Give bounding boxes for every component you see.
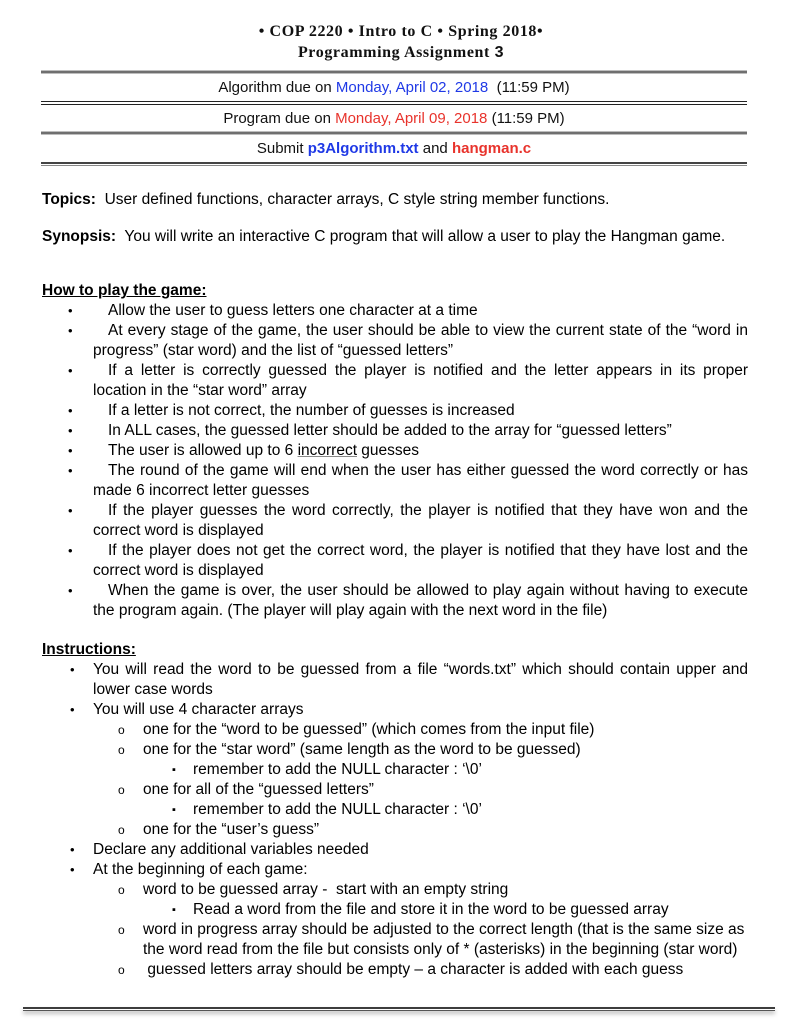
list-item-text: At the beginning of each game:: [93, 861, 308, 878]
circle-bullet-icon: o: [118, 923, 125, 937]
synopsis-label: Synopsis:: [42, 228, 117, 245]
submit-and: and: [418, 140, 452, 157]
list-item-text: The user is allowed up to 6 incorrect guesses: [108, 442, 420, 459]
topics-paragraph: [42, 190, 748, 210]
bullet-icon: •: [68, 303, 73, 318]
circle-bullet-icon: o: [118, 783, 125, 797]
circle-bullet-icon: o: [118, 823, 125, 837]
square-bullet-icon: ▪: [172, 764, 176, 776]
list-item: [0, 900, 748, 920]
topics-label: Topics:: [42, 191, 96, 208]
submit-row: [41, 140, 747, 157]
list-item-text: If a letter is correctly guessed the player is notified and the letter appears in its proper location in the “star word” array: [93, 362, 748, 399]
circle-bullet-icon: o: [118, 723, 125, 737]
list-item-text: In ALL cases, the guessed letter should be added to the array for “guessed letters”: [108, 422, 672, 439]
emphasized-word: incorrect: [297, 442, 357, 459]
list-item: [0, 880, 748, 900]
circle-bullet-icon: o: [118, 743, 125, 757]
list-item-text: Declare any additional variables needed: [93, 841, 369, 858]
list-item: [0, 321, 748, 361]
bullet-icon: •: [70, 842, 75, 857]
bullet-icon: •: [68, 503, 73, 518]
list-item: [0, 840, 748, 860]
bullet-icon: •: [70, 702, 75, 717]
bullet-icon: •: [68, 463, 73, 478]
list-item: [0, 461, 748, 501]
square-bullet-icon: ▪: [172, 904, 176, 916]
bullet-icon: •: [68, 403, 73, 418]
list-item-text: If a letter is not correct, the number of guesses is increased: [108, 402, 515, 419]
synopsis-text: You will write an interactive C program that will allow a user to play the Hangman game.: [116, 228, 726, 245]
bullet-icon: •: [68, 323, 73, 338]
list-item: [0, 700, 748, 720]
algorithm-filename: p3Algorithm.txt: [307, 140, 419, 157]
list-item: [0, 361, 748, 401]
bullet-icon: •: [68, 443, 73, 458]
bullet-icon: •: [68, 543, 73, 558]
program-filename: hangman.c: [451, 140, 532, 157]
list-item: [0, 501, 748, 541]
list-item: [0, 301, 748, 321]
list-item-text: When the game is over, the user should be allowed to play again without having to execute the program again. (The player will play again with the next word in the file): [93, 582, 748, 619]
list-item-text: one for the “user’s guess”: [143, 821, 320, 838]
program-due-label: Program due on: [223, 110, 336, 127]
list-item: [0, 860, 748, 880]
bullet-icon: •: [70, 862, 75, 877]
assignment-prefix: Programming Assignment: [297, 44, 495, 61]
square-bullet-icon: ▪: [172, 804, 176, 816]
synopsis-paragraph: [42, 227, 748, 247]
list-item-text: If the player guesses the word correctly, the player is notified that they have won and the correct word is displayed: [93, 502, 748, 539]
list-item-text: one for the “star word” (same length as the word to be guessed): [143, 741, 581, 758]
assignment-title: [0, 44, 802, 62]
list-item-text: If the player does not get the correct word, the player is notified that they have lost and the correct word is displayed: [93, 542, 748, 579]
list-item: [0, 740, 748, 760]
list-item: [0, 780, 748, 800]
topics-text: User defined functions, character arrays, C style string member functions.: [95, 191, 610, 208]
algorithm-due-label: Algorithm due on: [218, 79, 336, 96]
algorithm-due-date: Monday, April 02, 2018: [335, 79, 489, 96]
bullet-icon: •: [68, 363, 73, 378]
list-item: [0, 660, 753, 700]
bullet-icon: •: [70, 662, 75, 677]
assignment-number: 3: [494, 44, 505, 61]
program-due-time: (11:59 PM): [487, 110, 565, 127]
list-item: [0, 800, 748, 820]
circle-bullet-icon: o: [118, 883, 125, 897]
list-item-text: one for the “word to be guessed” (which comes from the input file): [143, 721, 595, 738]
algorithm-due-row: [41, 79, 747, 96]
list-item: [0, 920, 748, 960]
list-item-text: word to be guessed array - start with an empty string: [143, 881, 509, 898]
how-to-play-list: [0, 301, 802, 621]
bullet-icon: •: [68, 583, 73, 598]
list-item: [0, 541, 748, 581]
list-item: [0, 820, 748, 840]
circle-bullet-icon: o: [118, 963, 125, 977]
course-title: • COP 2220 • Intro to C • Spring 2018•: [258, 23, 544, 40]
list-item-text: guessed letters array should be empty – a character is added with each guess: [143, 961, 684, 978]
list-item: [0, 421, 748, 441]
submit-label: Submit: [256, 140, 308, 157]
list-item: [0, 581, 748, 621]
list-item: [0, 760, 748, 780]
list-item-text: At every stage of the game, the user should be able to view the current state of the “word in progress” (star word) and the list of “guessed letters”: [93, 322, 748, 359]
list-item-text: one for all of the “guessed letters”: [143, 781, 374, 798]
list-item-text: Allow the user to guess letters one character at a time: [108, 302, 478, 319]
divider: [41, 70, 747, 74]
list-item-text: remember to add the NULL character : ‘\0’: [193, 761, 482, 778]
divider: [41, 162, 747, 166]
list-item-text: word in progress array should be adjusted to the correct length (that is the same size as the word read from the file but consists only of * (asterisks) in the beginning (star word): [143, 921, 749, 958]
list-item: [0, 960, 748, 980]
footer-divider: [23, 1007, 775, 1011]
list-item-text: The round of the game will end when the user has either guessed the word correctly or has made 6 incorrect letter guesses: [93, 462, 748, 499]
bullet-icon: •: [68, 423, 73, 438]
instructions-list: [0, 660, 802, 980]
program-due-date: Monday, April 09, 2018: [335, 110, 488, 127]
instructions-heading: Instructions:: [42, 641, 136, 658]
list-item-text: You will read the word to be guessed from a file “words.txt” which should contain upper and lower case words: [93, 661, 753, 698]
list-item-text: remember to add the NULL character : ‘\0’: [193, 801, 482, 818]
program-due-row: [41, 110, 747, 127]
list-item: [0, 720, 748, 740]
list-item-text: Read a word from the file and store it in the word to be guessed array: [193, 901, 669, 918]
how-to-play-heading: How to play the game:: [42, 282, 207, 299]
algorithm-due-time: (11:59 PM): [488, 79, 570, 96]
list-item: [0, 441, 748, 461]
list-item: [0, 401, 748, 421]
list-item-text: You will use 4 character arrays: [93, 701, 304, 718]
divider: [41, 131, 747, 135]
divider: [41, 101, 747, 105]
